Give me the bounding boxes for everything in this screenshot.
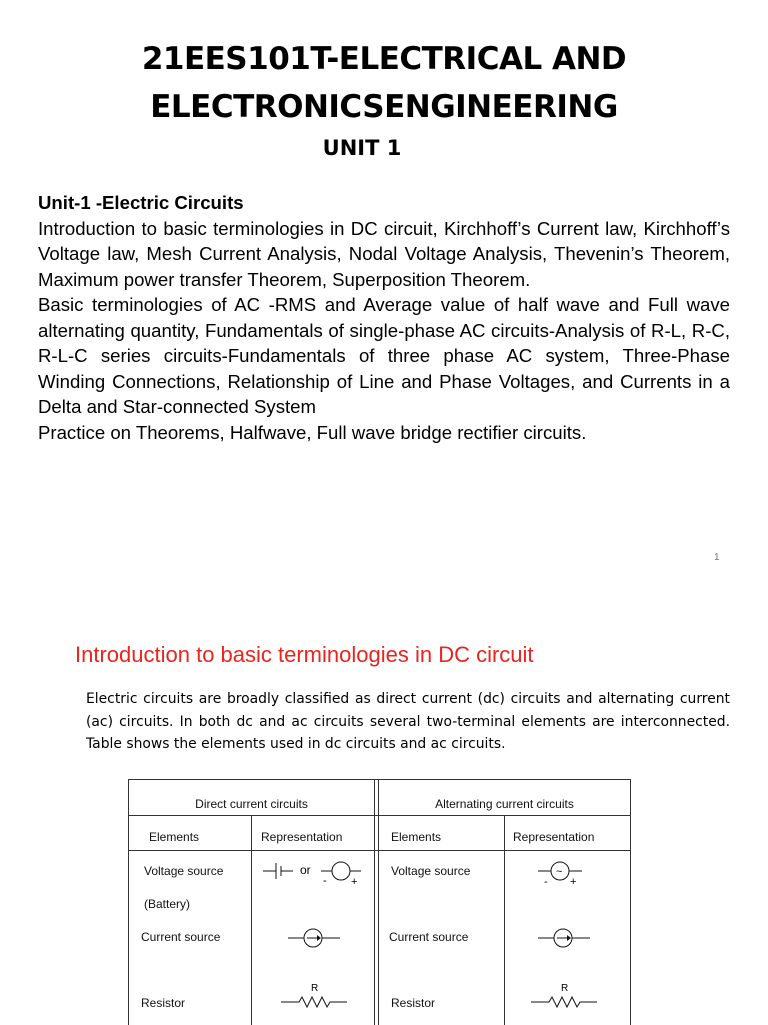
resistor-label: R	[561, 983, 569, 994]
ac-current-source-label: Current source	[389, 930, 469, 944]
table-divider	[251, 815, 252, 1025]
dc-battery-label: (Battery)	[144, 897, 191, 911]
dc-col-representation: Representation	[261, 830, 343, 844]
ac-voltage-source-icon	[534, 852, 594, 892]
plus-sign: +	[570, 876, 577, 888]
plus-sign: +	[351, 876, 358, 888]
ac-col-elements: Elements	[391, 830, 442, 844]
ac-current-source-icon	[534, 920, 604, 956]
circuit-elements-table	[128, 779, 631, 1025]
section-title: Introduction to basic terminologies in DC circuit	[75, 642, 534, 667]
table-divider	[374, 780, 375, 1025]
dc-voltage-source-label: Voltage source	[144, 864, 224, 878]
dc-voltage-source-symbol	[259, 852, 374, 892]
course-title-line-2: ELECTRONICSENGINEERING	[150, 89, 618, 125]
intro-paragraph: Electric circuits are broadly classified as direct current (dc) circuits and alternating current (ac) circuits. In both dc and ac circuits several two-terminal elements are interconnected. Table shows the elements used in dc circuits and ac circuits.	[86, 691, 730, 752]
table-rule	[129, 850, 630, 851]
page-number: 1	[714, 552, 720, 563]
syllabus-paragraph-1: Introduction to basic terminologies in DC circuit, Kirchhoff’s Current law, Kirchhoff’s Voltage law, Mesh Current Analysis, Nodal Voltage Analysis, Thevenin’s Theorem, Maximum power transfer Theorem, Superposition Theorem.	[38, 217, 730, 290]
dc-resistor-label: Resistor	[141, 996, 186, 1010]
ac-resistor-icon	[529, 980, 604, 1016]
table-rule	[129, 815, 630, 816]
ac-col-representation: Representation	[513, 830, 595, 844]
table-divider	[504, 815, 505, 1025]
ac-header: Alternating current circuits	[435, 797, 574, 811]
syllabus-text	[38, 190, 730, 445]
dc-current-source-label: Current source	[141, 930, 221, 944]
ac-resistor-label: Resistor	[391, 996, 436, 1010]
course-title-line-1: 21EES101T-ELECTRICAL AND	[141, 41, 627, 77]
minus-sign: -	[544, 876, 548, 888]
unit-heading: Unit-1 -Electric Circuits	[38, 192, 244, 213]
resistor-label: R	[311, 983, 319, 994]
dc-voltage-source-icon	[321, 862, 361, 888]
tilde-sign: ~	[556, 866, 563, 878]
or-text: or	[300, 863, 311, 877]
battery-icon	[263, 863, 293, 879]
dc-resistor-icon	[279, 980, 354, 1016]
dc-header: Direct current circuits	[195, 797, 308, 811]
syllabus-paragraph-2: Basic terminologies of AC -RMS and Average value of half wave and Full wave alternating quantity, Fundamentals of single-phase AC circuits-Analysis of R-L, R-C, R-L-C series circuits-Fundamentals of three phase AC system, Three-Phase Winding Connections, Relationship of Line and Phase Voltages, and Currents in a Delta and Star-connected System	[38, 294, 730, 417]
minus-sign: -	[323, 875, 327, 887]
table-divider	[378, 780, 379, 1025]
dc-current-source-icon	[284, 920, 354, 956]
ac-voltage-source-label: Voltage source	[391, 864, 471, 878]
unit-label: UNIT 1	[322, 136, 402, 160]
slide-2	[0, 590, 768, 1024]
dc-col-elements: Elements	[149, 830, 200, 844]
syllabus-paragraph-3: Practice on Theorems, Halfwave, Full wave bridge rectifier circuits.	[38, 421, 587, 443]
